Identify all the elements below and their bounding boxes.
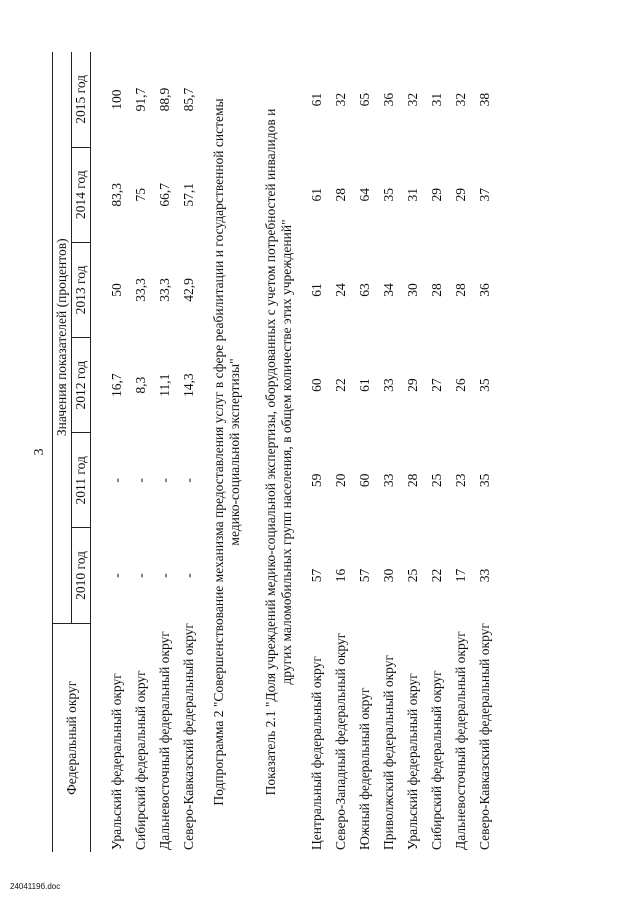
table-row — [329, 52, 353, 852]
table-cell: 34 — [381, 283, 396, 297]
table-cell: 85,7 — [181, 87, 196, 112]
table-cell: 91,7 — [133, 87, 148, 112]
table-cell: 29 — [405, 378, 420, 392]
indicators-table — [52, 52, 497, 852]
table-cell: 61 — [357, 378, 372, 392]
table-cell: 59 — [309, 473, 324, 488]
table-cell: 66,7 — [157, 182, 172, 207]
table-cell: 23 — [453, 473, 468, 488]
table-cell: 24 — [333, 283, 348, 297]
table-cell: 32 — [333, 92, 348, 107]
table-cell: 38 — [477, 92, 492, 107]
page-number: 3 — [32, 448, 47, 456]
table-cell: 20 — [333, 473, 348, 488]
table-row — [425, 52, 449, 852]
table-cell: 33 — [381, 473, 396, 488]
table-cell: 57,1 — [181, 182, 196, 207]
district-name: Северо-Кавказский федеральный округ — [477, 623, 492, 850]
table-cell: 16,7 — [109, 373, 124, 397]
year-header: 2014 год — [72, 147, 91, 242]
table-cell: 63 — [357, 283, 372, 297]
year-header: 2010 год — [72, 528, 91, 623]
table-cell: 57 — [357, 568, 372, 583]
table-cell: 17 — [453, 568, 468, 583]
table-cell: 83,3 — [109, 182, 124, 207]
table-cell: 22 — [333, 378, 348, 392]
district-name: Северо-Западный федеральный округ — [333, 632, 348, 850]
indicator-title: Показатель 2.1 "Доля учреждений медико-социальной экспертизы, оборудованных с учетом потребностей инвалидов и других маломобильных групп населения, в общем количестве этих учреждений" — [263, 108, 294, 796]
table-cell: 35 — [381, 188, 396, 202]
table-cell: 60 — [309, 378, 324, 392]
table-cell: 32 — [453, 92, 468, 107]
table-cell: 22 — [429, 568, 444, 583]
table-cell: 16 — [333, 568, 348, 583]
column-header-district: Федеральный округ — [53, 623, 91, 852]
table-cell: - — [109, 478, 124, 483]
table-cell: 50 — [109, 283, 124, 297]
district-name: Сибирский федеральный округ — [429, 670, 444, 850]
table-row — [305, 52, 329, 852]
table-cell: 11,1 — [157, 373, 172, 397]
table-row — [177, 52, 201, 852]
table-cell: 88,9 — [157, 87, 172, 112]
district-name: Северо-Кавказский федеральный округ — [181, 623, 196, 850]
district-name: Дальневосточный федеральный округ — [453, 631, 468, 850]
table-cell: 36 — [381, 92, 396, 107]
table-cell: 57 — [309, 568, 324, 583]
table-cell: 27 — [429, 378, 444, 392]
table-cell: 25 — [405, 568, 420, 583]
table-cell: 30 — [381, 568, 396, 583]
table-row — [353, 52, 377, 852]
year-header: 2012 год — [72, 338, 91, 433]
table-row — [473, 52, 497, 852]
district-name: Уральский федеральный округ — [405, 673, 420, 850]
table-row — [153, 52, 177, 852]
table-cell: 8,3 — [133, 376, 148, 394]
table-cell: 30 — [405, 283, 420, 297]
table-cell: 33,3 — [157, 278, 172, 302]
district-name: Уральский федеральный округ — [109, 673, 124, 850]
table-cell: 31 — [429, 92, 444, 107]
table-cell: 29 — [429, 188, 444, 202]
table-row — [449, 52, 473, 852]
table-cell: 28 — [333, 188, 348, 202]
table-cell: - — [109, 573, 124, 578]
table-cell: 29 — [453, 188, 468, 202]
table-cell: 61 — [309, 92, 324, 107]
year-header: 2015 год — [72, 52, 91, 147]
table-cell: 75 — [133, 188, 148, 202]
table-cell: - — [181, 573, 196, 578]
table-cell: 65 — [357, 92, 372, 107]
table-cell: 33 — [381, 378, 396, 392]
table-cell: 42,9 — [181, 278, 196, 302]
district-name: Центральный федеральный округ — [309, 656, 324, 850]
table-row — [129, 52, 153, 852]
table-cell: 37 — [477, 188, 492, 202]
table-cell: 35 — [477, 473, 492, 488]
table-cell: 28 — [429, 283, 444, 297]
table-cell: 35 — [477, 378, 492, 392]
table-cell: 28 — [453, 283, 468, 297]
table-row — [377, 52, 401, 852]
table-cell: 60 — [357, 473, 372, 488]
table-cell: - — [157, 573, 172, 578]
district-name: Приволжский федеральный округ — [381, 654, 396, 850]
table-cell: 31 — [405, 188, 420, 202]
table-cell: 36 — [477, 283, 492, 297]
table-cell: - — [133, 573, 148, 578]
table-row — [401, 52, 425, 852]
table-row — [105, 52, 129, 852]
year-header: 2011 год — [72, 433, 91, 528]
district-name: Дальневосточный федеральный округ — [157, 631, 172, 850]
column-header-values: Значения показателей (процентов) — [53, 52, 72, 623]
table-cell: 28 — [405, 473, 420, 488]
rotated-page — [30, 22, 610, 882]
subprogram-title: Подпрограмма 2 "Совершенствование механизма предоставления услуг в сфере реабилитации и государственной системы медико-социальной экспертизы" — [211, 98, 242, 806]
table-cell: 61 — [309, 283, 324, 297]
table-cell: 14,3 — [181, 373, 196, 397]
table-cell: - — [133, 478, 148, 483]
year-header: 2013 год — [72, 242, 91, 337]
district-name: Южный федеральный округ — [357, 687, 372, 850]
table-cell: 33 — [477, 568, 492, 583]
district-name: Сибирский федеральный округ — [133, 670, 148, 850]
table-cell: 33,3 — [133, 278, 148, 302]
table-cell: - — [181, 478, 196, 483]
table-cell: 100 — [109, 89, 124, 110]
table-cell: 61 — [309, 188, 324, 202]
table-cell: - — [157, 478, 172, 483]
document-code: 2404119б.doc — [10, 882, 61, 891]
table-cell: 64 — [357, 188, 372, 202]
table-cell: 26 — [453, 378, 468, 392]
table-cell: 25 — [429, 473, 444, 488]
table-cell: 32 — [405, 92, 420, 107]
